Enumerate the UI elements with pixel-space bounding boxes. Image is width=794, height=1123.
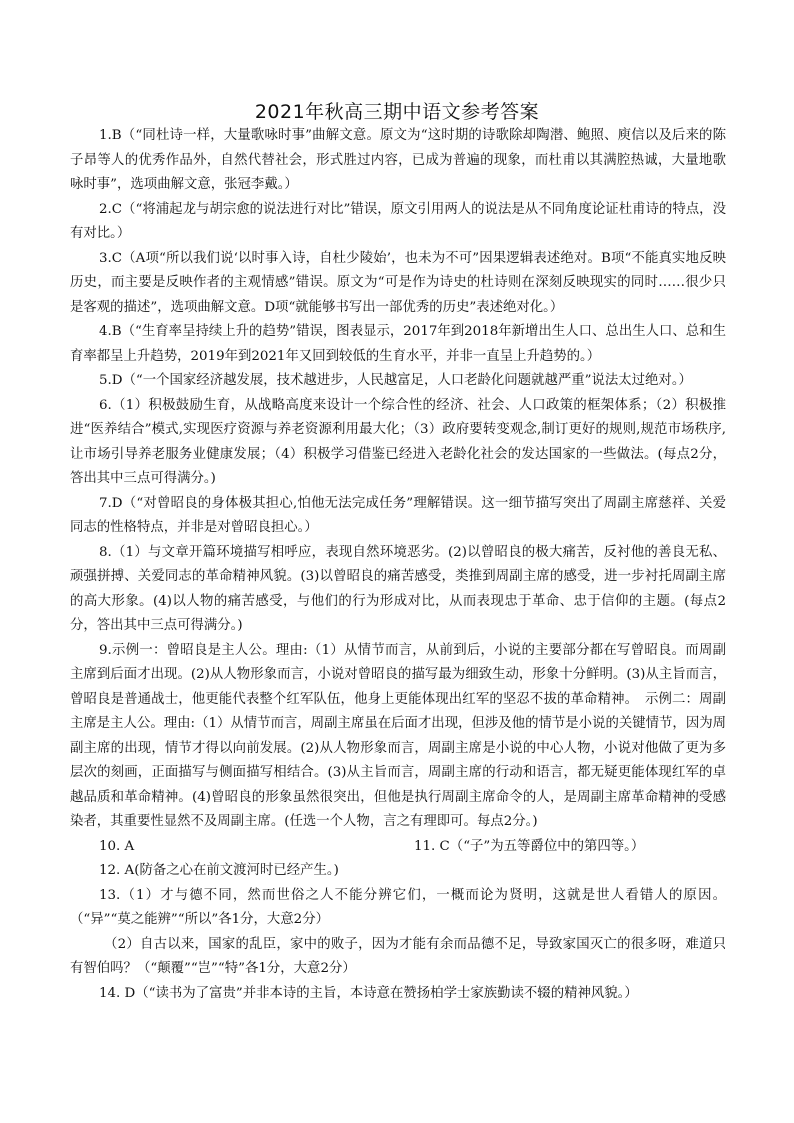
answer-14: 14. D（“读书为了富贵”并非本诗的主旨，本诗意在赞扬柏学士家族勤读不辍的精神风貌。） (99, 985, 638, 1001)
answer-list (70, 124, 726, 1006)
answer-3: 3.C（A项“所以我们说‘以时事入诗，自杜少陵始’，也未为不可”因果逻辑表述绝对。B项“不能真实地反映历史，而主要是反映作者的主观情感”错误。原文为“可是作为诗史的杜诗则在深刻反映现实的同时……很少只是客观的描述”，选项曲解文意。D项“就能够书写出一部优秀的历史”表述绝对化。） (70, 250, 726, 315)
answer-11: 11. C（“子”为五等爵位中的第四等。） (414, 838, 645, 854)
answer-5: 5.D（“一个国家经济越发展，技术越进步，人民越富足，人口老龄化问题就越严重”说法太过绝对。） (99, 373, 692, 388)
page-title: 2021年秋高三期中语文参考答案 (254, 101, 540, 123)
answer-7: 7.D（“对曾昭良的身体极其担心,怕他无法完成任务”理解错误。这一细节描写突出了周副主席慈祥、关爱同志的性格特点，并非是对曾昭良担心。） (70, 495, 726, 535)
answer-9: 9.示例一：曾昭良是主人公。理由:（1）从情节而言，从前到后，小说的主要部分都在写曾昭良。而周副主席到后面才出现。(2)从人物形象而言，小说对曾昭良的描写最为细致生动，形象十分鲜明。(3)从主旨而言，曾昭良是普通战士，他更能代表整个红军队伍，他身上更能体现出红军的坚忍不拔的革命精神。 示例二：周副主席是主人公。理由:（1）从情节而言，周副主席虽在后面才出现，但涉及他的情节是小说的关键情节，因为周副主席的出现，情节才得以向前发展。(2)从人物形象而言，周副主席是小说的中心人物，小说对他做了更为多层次的刻画，正面描写与侧面描写相结合。(3)从主旨而言，周副主席的行动和语言，都无疑更能体现红军的卓越品质和革命精神。(4)曾昭良的形象虽然很突出，但他是执行周副主席命令的人，是周副主席革命精神的受感染者，其重要性显然不及周副主席。(任选一个人物，言之有理即可。每点2分。) (70, 642, 726, 829)
answer-13-part-2: （2）自古以来，国家的乱臣，家中的败子，因为才能有余而品德不足，导致家国灭亡的很多呀，难道只有智伯吗？（“颠覆”“岂”“特”各1分，大意2分） (70, 936, 726, 976)
answer-12: 12. A(防备之心在前文渡河时已经产生。) (99, 863, 339, 878)
answer-10: 10. A (99, 838, 135, 854)
answer-1: 1.B（“同杜诗一样，大量歌咏时事”曲解文意。原文为“这时期的诗歌除却陶潜、鲍照、庾信以及后来的陈子昂等人的优秀作品外，自然代替社会，形式胜过内容，已成为普遍的现象，而杜甫以其满腔热诚，大量地歌咏时事”，选项曲解文意，张冠李戴。） (70, 128, 726, 192)
answer-13-part-1: 13.（1）才与德不同，然而世俗之人不能分辨它们，一概而论为贤明，这就是世人看错人的原因。（“异”“莫之能辨”“所以”各1分，大意2分） (70, 887, 726, 927)
answer-2: 2.C（“将浦起龙与胡宗愈的说法进行对比”错误，原文引用两人的说法是从不同角度论证杜甫诗的特点，没有对比。） (70, 201, 726, 241)
answer-4: 4.B（“生育率呈持续上升的趋势”错误，图表显示，2017年到2018年新增出生人口、总出生人口、总和生育率都呈上升趋势，2019年到2021年又回到较低的生育水平，并非一直呈上升趋势的。） (70, 324, 726, 364)
answer-6: 6.（1）积极鼓励生育，从战略高度来设计一个综合性的经济、社会、人口政策的框架体系；（2）积极推进“医养结合”模式,实现医疗资源与养老资源利用最大化；（3）政府要转变观念,制订更好的规则,规范市场秩序,让市场引导养老服务业健康发展；（4）积极学习借鉴已经进入老龄化社会的发达国家的一些做法。(每点2分，答出其中三点可得满分。) (70, 397, 726, 486)
answer-8: 8.（1）与文章开篇环境描写相呼应，表现自然环境恶劣。(2)以曾昭良的极大痛苦，反衬他的善良无私、顽强拼搏、关爱同志的革命精神风貌。(3)以曾昭良的痛苦感受，类推到周副主席的感受，进一步衬托周副主席的高大形象。(4)以人物的痛苦感受，与他们的行为形成对比，从而表现忠于革命、忠于信仰的主题。(每点2分，答出其中三点可得满分。) (70, 544, 726, 633)
answers-10-11-row (70, 835, 726, 860)
